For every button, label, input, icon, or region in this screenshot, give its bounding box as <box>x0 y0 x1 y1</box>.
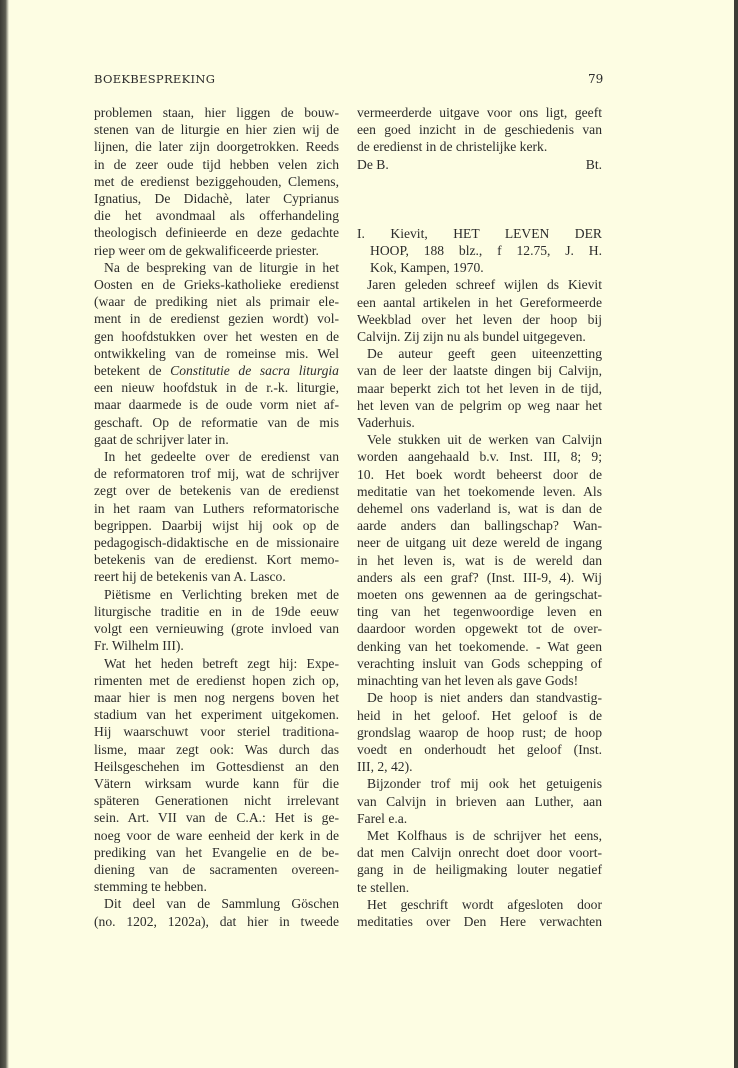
text-line: stadium van het experiment uitgekomen. <box>94 707 339 723</box>
signature-initials: Bt. <box>585 156 602 172</box>
text-line: in de zeer oude tijd hebben velen zich <box>94 156 339 172</box>
text-line: meditaties over Den Here verwachten <box>357 913 602 929</box>
text-line: heid in het geloof. Het geloof is de <box>357 707 602 723</box>
signature-name: De B. <box>357 156 389 172</box>
text-line-italic: betekent de Constitutie de sacra liturgia <box>94 363 339 379</box>
review-signature <box>357 156 602 173</box>
text-line: maar hier is men nog nergens boven het <box>94 689 339 705</box>
text-line: Bijzonder trof mij ook het getuigenis <box>367 776 602 792</box>
text-line: Met Kolfhaus is de schrijver het eens, <box>367 827 602 843</box>
text-line: de eredienst in de christelijke kerk. <box>357 139 548 155</box>
text-line: Weekblad over het leven der hoop bij <box>357 311 602 327</box>
right-column <box>357 104 602 930</box>
text-line: De hoop is niet anders dan standvastig- <box>367 690 602 706</box>
book-heading-line: I. Kievit, HET LEVEN DER <box>357 225 602 241</box>
text-line: geschaft. Op de reformatie van de mis <box>94 414 339 430</box>
text-line: Dit deel van de Sammlung Göschen <box>104 896 339 912</box>
text-line: diening van de sacramenten overeen- <box>94 861 339 877</box>
text-line: theologisch definieerde en deze gedachte <box>94 225 339 241</box>
text-line: Farel e.a. <box>357 810 408 826</box>
text-line: dat men Calvijn onrecht doet door voort- <box>357 845 602 861</box>
text-line: Piëtisme en Verlichting breken met de <box>104 586 339 602</box>
text-line: volgt een vernieuwing (grote invloed van <box>94 621 339 637</box>
text-line: lijnen, die later zijn doorgetrokken. Reeds <box>94 139 339 155</box>
page-number: 79 <box>588 72 604 86</box>
text-line: sein. Art. VII van de C.A.: Het is ge- <box>94 810 339 826</box>
book-heading-line: Kok, Kampen, 1970. <box>370 260 484 276</box>
text-line: gen hoofdstukken over het westen en de <box>94 328 339 344</box>
text-line: III, 2, 42). <box>357 759 413 775</box>
text-line: aarde anders dan ballingschap? Wan- <box>357 518 602 534</box>
text-line: gang in de heiligmaking louter negatief <box>357 862 602 878</box>
scan-edge-left <box>0 0 9 1068</box>
text-line: stemming te hebben. <box>94 879 207 895</box>
text-line: ment in de eredienst gezien wordt) vol- <box>94 311 339 327</box>
text-line: te stellen. <box>357 879 410 895</box>
text-line: De auteur geeft geen uiteenzetting <box>367 346 602 362</box>
text-line: (no. 1202, 1202a), dat hier in tweede <box>94 913 339 929</box>
text-line: Oosten en de Grieks-katholieke eredienst <box>94 277 339 293</box>
text-line: dehemel ons vaderland is, wat is dan de <box>357 501 602 517</box>
text-line: voedt en onderhoudt het geloof (Inst. <box>357 741 602 757</box>
text-line: anders als een graf? (Inst. III-9, 4). Wij <box>357 569 602 585</box>
text-line: het leven van de pelgrim op weg naar het <box>357 397 602 413</box>
text-line: Fr. Wilhelm III). <box>94 638 184 654</box>
text-line: Na de bespreking van de liturgie in het <box>104 259 339 275</box>
text-line: de reformatoren trof mij, wat de schrijver <box>94 466 339 482</box>
text-line: Heilsgeschehen im Gottesdienst an den <box>94 758 339 774</box>
text-line: ting van het tegenwoordige leven en <box>357 604 602 620</box>
text-line: begrippen. Daarbij wijst hij ook op de <box>94 517 339 533</box>
scan-edge-right <box>734 0 738 1068</box>
text-line: denking van het toekomende. - Wat geen <box>357 638 602 654</box>
text-line: reert hij de betekenis van A. Lasco. <box>94 569 286 585</box>
text-line: van Calvijn in brieven aan Luther, aan <box>357 793 602 809</box>
text-line: in het raam van Luthers reformatorische <box>94 500 339 516</box>
text-line: 10. Het boek wordt beheerst door de <box>357 466 602 482</box>
text-line: maar beperkt zich tot het leven in de tijd, <box>357 380 602 396</box>
text-line: betekenis van de eredienst. Kort memo- <box>94 552 339 568</box>
text-line: Het geschrift wordt afgesloten door <box>367 896 602 912</box>
text-line: grondslag waarop de hoop rust; de hoop <box>357 724 602 740</box>
text-line: worden aangehaald b.v. Inst. III, 8; 9; <box>357 449 602 465</box>
text-line: vermeerderde uitgave voor ons ligt, geeft <box>357 105 602 120</box>
text-line: die het avondmaal als offerhandeling <box>94 208 339 224</box>
text-line: späteren Generationen nicht irrelevant <box>94 793 339 809</box>
text-line: liturgische traditie en in de 19de eeuw <box>94 603 339 619</box>
text-line: gaat de schrijver later in. <box>94 431 229 447</box>
text-line: van de leer der laatste dingen bij Calvijn, <box>357 363 602 379</box>
text-line: noeg voor de ware eenheid der kerk in de <box>94 827 339 843</box>
text-line: maar daarmede is de oude vorm niet af- <box>94 397 339 413</box>
text-line: een goed inzicht in de geschiedenis van <box>357 122 602 138</box>
text-line: neer de uitgang uit deze wereld de ingang <box>357 535 602 551</box>
text-line: verachting insluit van Gods schepping of <box>357 655 602 671</box>
running-header: BOEKBESPREKING <box>94 72 216 86</box>
text-line: (waar de prediking niet als primair ele- <box>94 294 339 310</box>
text-line: Vele stukken uit de werken van Calvijn <box>367 432 602 448</box>
text-line: pedagogisch-didaktische en de missionaire <box>94 535 339 551</box>
text-line: rimenten met de eredienst hopen zich op, <box>94 672 339 688</box>
text-line: lisme, maar zegt ook: Was durch das <box>94 741 339 757</box>
text-line: Hij waarschuwt voor steriel traditiona- <box>94 724 339 740</box>
text-line: Wat het heden betreft zegt hij: Expe- <box>104 655 339 671</box>
text-line: Jaren geleden schreef wijlen ds Kievit <box>367 277 602 293</box>
text-line: stenen van de liturgie en hier zien wij de <box>94 122 339 138</box>
book-title-italic: Constitutie de sacra liturgia <box>170 363 339 379</box>
text-line: daardoor worden opgewekt tot de over- <box>357 621 602 637</box>
text-line: een aantal artikelen in het Gereformeerde <box>357 294 602 310</box>
text-line: Calvijn. Zij zijn nu als bundel uitgegeven. <box>357 329 586 345</box>
text-line: zegt over de betekenis van de eredienst <box>94 483 339 499</box>
text-line: Vaderhuis. <box>357 415 415 431</box>
text-line: met de eredienst beziggehouden, Clemens, <box>94 173 339 189</box>
text-line: een nieuw hoofdstuk in de r.-k. liturgie, <box>94 380 339 396</box>
text-line: in het leven is, wat is de wereld dan <box>357 552 602 568</box>
text-line: riep weer om de gekwalificeerde priester. <box>94 242 319 258</box>
book-heading <box>357 225 602 277</box>
text-line: ontwikkeling van de romeinse mis. Wel <box>94 345 339 361</box>
text-line: prediking van het Evangelie en de be- <box>94 844 339 860</box>
section-gap <box>357 173 602 225</box>
text-line: problemen staan, hier liggen de bouw- <box>94 105 339 120</box>
left-column <box>94 104 339 930</box>
text-line: moeten ons gewennen aa de geringschat- <box>357 587 602 603</box>
text-line: Ignatius, De Didachè, later Cyprianus <box>94 191 339 207</box>
text-line: minachting van het leven als gave Gods! <box>357 673 579 689</box>
text-line: Vätern wirksam wurde kann für die <box>94 775 339 791</box>
text-line: In het gedeelte over de eredienst van <box>104 449 339 465</box>
text-line: meditatie van het toekomende leven. Als <box>357 483 602 499</box>
book-heading-line: HOOP, 188 blz., f 12.75, J. H. <box>370 243 602 259</box>
